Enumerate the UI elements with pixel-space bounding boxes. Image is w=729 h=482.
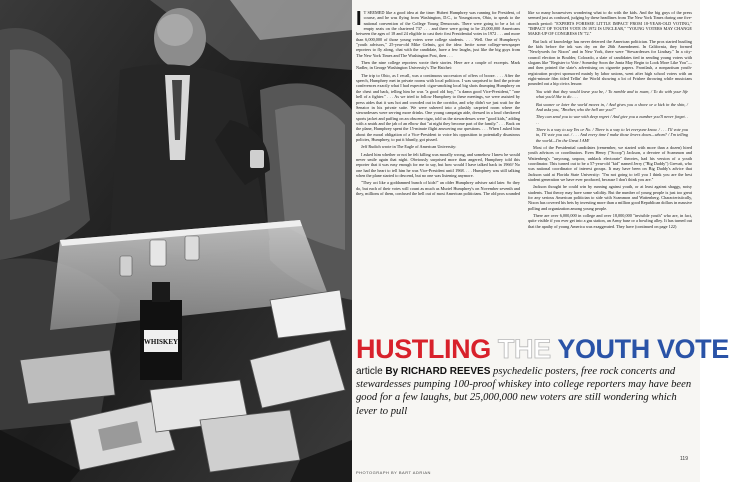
headline-word-hustling: HUSTLING bbox=[356, 334, 491, 364]
drop-cap: I bbox=[356, 8, 362, 30]
photo-illustration bbox=[0, 0, 352, 482]
headline-word-the: THE bbox=[497, 334, 551, 364]
verse-stanza: There is a way to say Yes or No. / There is a way to let everyone know. / . . . I'll vote you in, I'll vote you out. / . . . And every time I make those levers down—whom? / I'm telling the world—I'm the Great I AM! bbox=[536, 126, 688, 143]
paragraph: But lack of knowledge has never deterred the American politician. The pros started hustling the kids before the ink was dry on the 26th Amendment. In California, they formed "Newlyweds for Nixon" and in New York, there were "Stewardesses for Lindsay." In a city-council election in Boulder, Colorado, a slate of candidates tied in sending young voters with slogans like "Register to Vote / Someday Soon the Junta May Begin to Look More Like You"—and then printed the slate's advertising on cigarette papers. Frontlash, a nonpartisan youth-registration project sponsored mainly by labor unions, went after high school voters with an eight-minute film titled Tellin' the World showing a lot of Frisbee throwing while musicians pounded out a hip civics lesson: bbox=[528, 38, 692, 87]
article-deck bbox=[356, 365, 694, 465]
headline-word-youth-vote: YOUTH VOTE bbox=[557, 334, 729, 364]
paragraph: Most of the Presidential candidates (remember, we started with more than a dozen) hired youth advisors or coordinators. Even Henry ("Scoop") Jackson, a devotee of Scammon and Wattenberg's "unyoung, unpoor, unblack electorate" theories, had his version of a youth coordinator. This turned out to be a 57-year-old "kid" named Jerry ("Big Daddy") Grevatt, who was national coordinator of interest groups. It may have been on Big Daddy's advice that Jackson said at Florida State University: "I'm not going to tell you I think you are the best student generation we have ever produced, because I don't think you are." bbox=[528, 144, 692, 182]
article-headline bbox=[356, 334, 729, 364]
paragraph: like so many housewives wondering what to do with the kids. And the big guys of the press seemed just as confused, judging by these headlines from The New York Times during one five-month period: "EXPERTS FORESEE LITTLE IMPACT FROM 18-YEAR-OLD VOTING," "IMPACT OF YOUTH VOTE IN 1972 IS UNCLEAR," "YOUNG VOTERS MAY CHANGE MAKE-UP OF CONGRESS IN '72." bbox=[528, 10, 692, 37]
deck-text: psychedelic posters, free rock concerts and stewardesses pumping 100-proof whiskey into college reporters may have been good for a few laughs, but 25,000,000 new voters are still wondering which lever to pull bbox=[356, 366, 692, 417]
verse-stanza: They can send you to war with deep regret / And give you a number you'll never forget. . . . bbox=[536, 114, 688, 125]
article-photograph bbox=[0, 0, 352, 482]
verse-stanza: You wish that they would leave you be, / To ramble and to roam, / To do with your life what you'd like to do . . . bbox=[536, 88, 688, 100]
paragraph: Then the nine college reporters wrote their stories. Here are a couple of excerpts. Mark Nadler, in George Washington University's The Hatchet: bbox=[356, 60, 520, 71]
photo-credit: PHOTOGRAPH BY BART ADRIAN bbox=[356, 470, 431, 475]
page-number: 119 bbox=[680, 456, 688, 462]
text-column-left bbox=[356, 10, 520, 322]
paragraph: I T SEEMED like a good idea at the time: Hubert Humphrey was running for President, of course, and he was flying from Washington, D.C., to Youngstown, Ohio, to speak to the national convention of the College Young Democrats. There were going to be a lot of empty seats on the chartered 737 . . . and there were going to be 25,000,000 Americans between the ages of 18 and 24 eligible to cast their first Presidential votes in 1972 . . . and more than 6,000,000 of those young voters were college students. . . . Well. One of Humphrey's "youth advisors," 25-year-old Mike Gelmis, got the idea: Invite some college-newspaper reporters to fly along, chat with the candidate, have a few laughs, just like the big guys from The New York Times and The Washington Post, then . . . bbox=[356, 8, 520, 58]
bottle-label: WHISKEY bbox=[143, 338, 179, 346]
byline-prefix: article bbox=[356, 366, 383, 377]
paragraph: The trip to Ohio, as I recall, was a continuous succession of offers of booze. . . . After the speech, Humphrey met in private rooms with local politicos. I was surprised to find the private conferences exactly what I had expected: cigar-smoking local big shots thumping Humphrey on the chest and back, telling him he was "a good old boy," "a damn good Vice-President," "one hell of a fighter." . . . As we tried to follow Humphrey to these meetings, we were assisted by press aides that it was hot and crowded out in the corridor, and why didn't we just wait for the Senator in his private suite. We were ushered into a plushly carpeted room where the stewardesses were serving more drinks. One young campaign aide, dressed in a loud checkered sports jacket and puffing on an obscene cigar, told us the stewardesses were "good kids," adding with a smirk and the jab of an elbow that "at night they become part of the family." . . . Back on the plane, Humphrey spent the 15-minute flight answering our questions. . . . When I asked him about the moral obligation of a Vice-President to voice his opposition to potentially disastrous policies, Humphrey, to put it bluntly, got pissed. bbox=[356, 72, 520, 142]
paragraph: Jeff Rudich wrote in The Eagle of American University: bbox=[361, 144, 457, 150]
paragraph: "They act like a goddamned bunch of kids!" an older Humphrey adviser said later. So they do, but each of their votes will count as much as Muriel Humphrey's on November seventh and they, millions of them, confused the hell out of most American politicians. The old pros sounded bbox=[356, 180, 520, 196]
paragraph: I asked him whether or not he felt killing was morally wrong, and somehow I knew he would never smile again that night. Obviously surprised more than angered, Humphrey told this reporter that it was easy enough for me to say, but how would I have talked back in 1966? No one had the heart to tell him he was Vice-President until 1968. . . . Humphrey was still talking when the plane started to descend, but no one was listening anymore. bbox=[356, 151, 520, 178]
paragraph: Jackson thought he could win by running against youth, or at least against shaggy, noisy students. That theory may have some validity. But the number of young people is just too great for any serious American politician to side with Scammon and Wattenberg. Characteristically, Nixon has covered his bets by investing more than a million good Republican dollars in massive polling and organization among young people. bbox=[528, 184, 692, 211]
article-body bbox=[356, 10, 694, 330]
text-column-right bbox=[528, 10, 692, 322]
paragraph: There are over 6,000,000 in college and over 18,000,000 "invisible youth" who are, in fact, quite visible if you ever get into a gas station, an Army base or a bowling alley. It has turned out that the apathy of young America was exaggerated. They have (continued on page 122) bbox=[528, 213, 692, 229]
verse-stanza: But sooner or later the world moves in, / And gives you a shove or a kick in the shin, / And asks you, "Brother, who the hell are you?" bbox=[536, 101, 688, 112]
byline: By RICHARD REEVES bbox=[385, 366, 491, 377]
